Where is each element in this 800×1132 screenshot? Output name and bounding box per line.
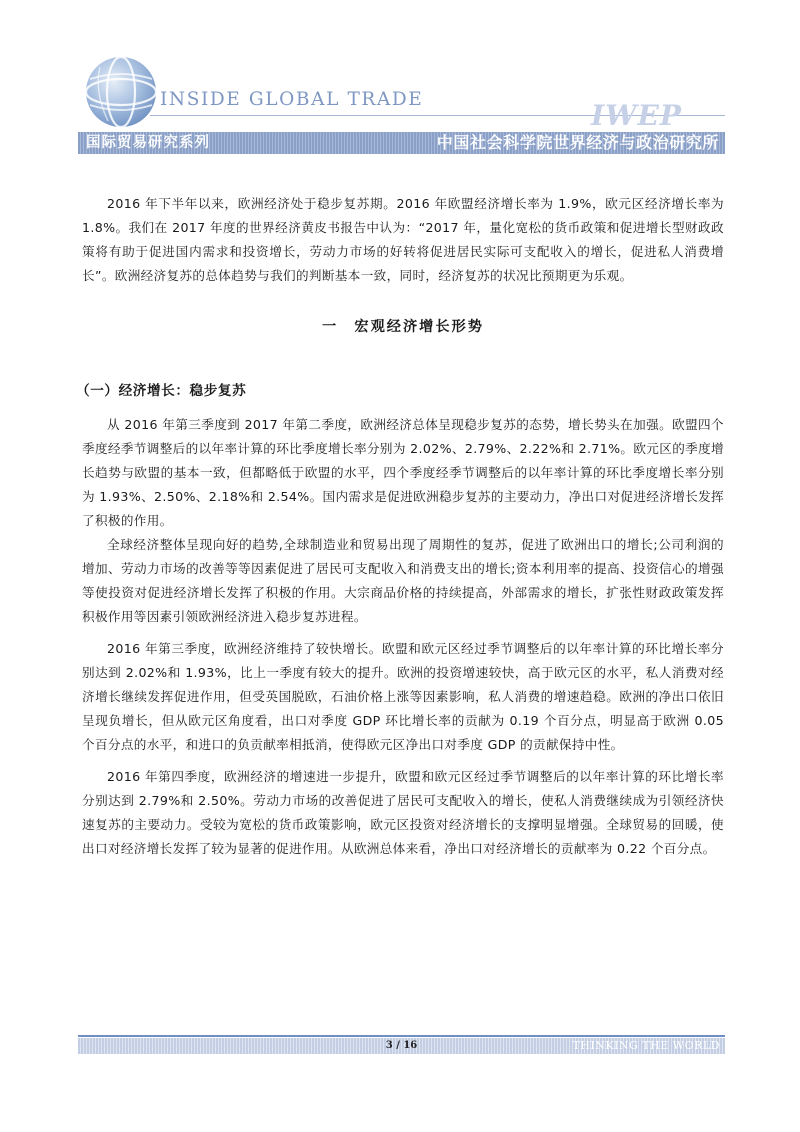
institute-name: 中国社会科学院世界经济与政治研究所: [436, 133, 719, 152]
paragraph-global-factors: 全球经济整体呈现向好的趋势,全球制造业和贸易出现了周期性的复苏，促进了欧洲出口的增长;公司利润的增加、劳动力市场的改善等等因素促进了居民可支配收入和消费支出的增长;资本利用率的提高、投资信心的增强等使投资对促进经济增长发挥了积极的作用。大宗商品价格的持续提高，外部需求的增长，扩张性财政政策发挥积极作用等因素引领欧洲经济进入稳步复苏进程。: [82, 537, 724, 624]
header-banner: [78, 132, 725, 154]
page-number: 3 / 16: [385, 1040, 418, 1051]
globe-logo-icon: [84, 55, 158, 129]
footer-divider: [78, 1035, 725, 1037]
paragraph-q4-2016: 2016 年第四季度，欧洲经济的增速进一步提升，欧盟和欧元区经过季节调整后的以年率计算的环比增长率分别达到 2.79%和 2.50%。劳动力市场的改善促进了居民可支配收入的增长，使私人消费继续成为引领经济快速复苏的主要动力。受较为宽松的货币政策影响，欧元区投资对经济增长的支撑明显增强。全球贸易的回暖，使出口对经济增长发挥了较为显著的促进作用。从欧洲总体来看，净出口对经济增长的贡献率为 0.22 个百分点。: [82, 769, 724, 856]
iwep-logo-text: IWEP: [591, 99, 682, 132]
intro-paragraph: 2016 年下半年以来，欧洲经济处于稳步复苏期。2016 年欧盟经济增长率为 1.9%，欧元区经济增长率为 1.8%。我们在 2017 年度的世界经济黄皮书报告中认为：“2017 年，量化宽松的货币政策和促进增长型财政政策将有助于促进国内需求和投资增长，劳动力市场的好转将促进居民实际可支配收入的增长，促进私人消费增长”。欧洲经济复苏的总体趋势与我们的判断基本一致，同时，经济复苏的状况比预期更为乐观。: [82, 196, 724, 283]
paragraph-growth-overview: 从 2016 年第三季度到 2017 年第二季度，欧洲经济总体呈现稳步复苏的态势，增长势头在加强。欧盟四个季度经季节调整后的以年率计算的环比季度增长率分别为 2.02%、2.79%、2.22%和 2.71%。欧元区的季度增长趋势与欧盟的基本一致，但都略低于欧盟的水平，四个季度经季节调整后的以年率计算的环比季度增长率分别为 1.93%、2.50%、2.18%和 2.54%。国内需求是促进欧洲稳步复苏的主要动力，净出口对促进经济增长发挥了积极的作用。: [82, 417, 724, 528]
page-header: [0, 0, 800, 160]
paragraph-q3-2016: 2016 年第三季度，欧洲经济维持了较快增长。欧盟和欧元区经过季节调整后的以年率计算的环比增长率分别达到 2.02%和 1.93%，比上一季度有较大的提升。欧洲的投资增速较快，高于欧元区的水平，私人消费对经济增长继续发挥促进作用，但受英国脱欧，石油价格上涨等因素影响，私人消费的增速趋稳。欧洲的净出口依旧呈现负增长，但从欧元区角度看，出口对季度 GDP 环比增长率的贡献为 0.19 个百分点，明显高于欧洲 0.05 个百分点的水平，和进口的负贡献率相抵消，使得欧元区净出口对季度 GDP 的贡献保持中性。: [82, 641, 724, 752]
brand-title: INSIDE GLOBAL TRADE: [160, 89, 424, 110]
document-body: [76, 192, 724, 861]
page-footer: [78, 1038, 725, 1054]
section-title: 一 宏观经济增长形势: [322, 319, 484, 335]
series-name: 国际贸易研究系列: [86, 134, 210, 151]
footer-tagline: THINKING THE WORLD: [572, 1039, 720, 1052]
subsection-title: （一）经济增长：稳步复苏: [76, 383, 247, 399]
